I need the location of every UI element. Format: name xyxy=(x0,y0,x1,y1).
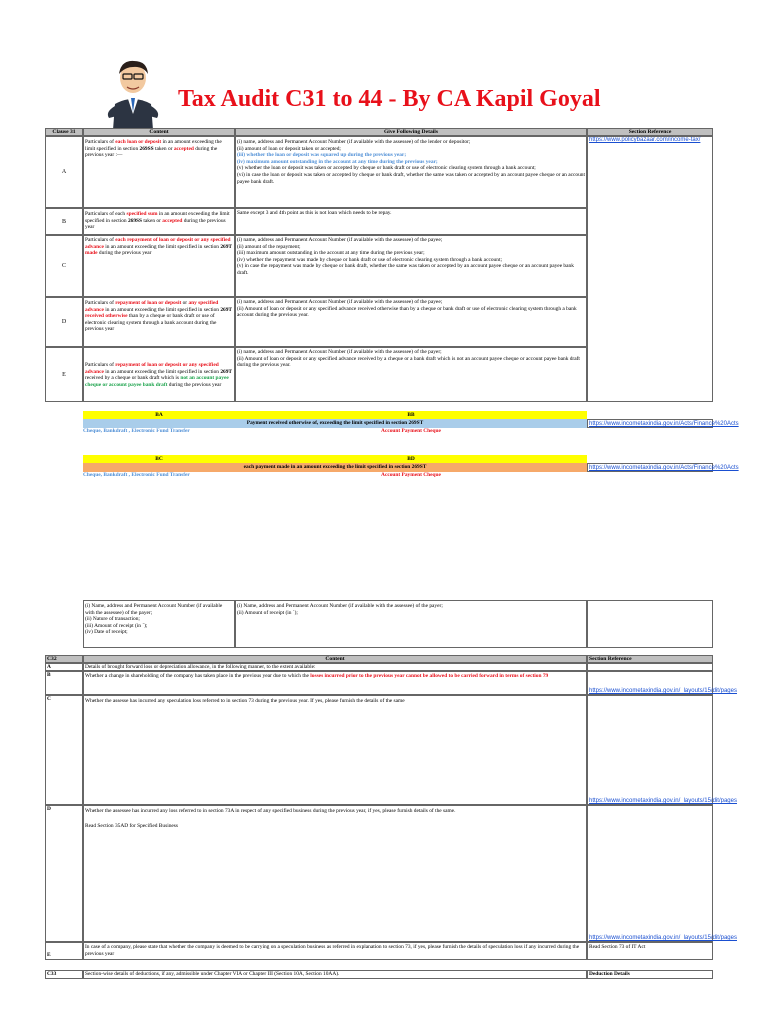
band2-link[interactable]: https://www.incometaxindia.gov.in/Acts/Finance%20Acts xyxy=(589,465,739,471)
c31-row-c-content: Particulars of each repayment of loan or deposit or any specified advance in an amount exceeding the limit specified in section 269T made during the previous year xyxy=(83,235,235,297)
band2-caption: each payment made in an amount exceeding the limit specified in section 269ST xyxy=(83,463,587,472)
c31-row-e-details: (i) name, address and Permanent Account Number (if available with the assessee) of the payer; (ii) Amount of loan or deposit or any specified advance received by a cheque or a bank draft which is not an account payee cheque or account payee bank draft during the previous year. xyxy=(235,347,587,402)
band1-caption: Payment received otherwise of, exceeding the limit specified in section 269ST xyxy=(83,419,587,428)
c32-row-e-label: E xyxy=(45,942,83,960)
c31-row-e-label: E xyxy=(45,347,83,402)
extra-row-details: (i) Name, address and Permanent Account Number (if available with the assessee) of the payer; (ii) Amount of receipt (in `); xyxy=(235,600,587,648)
c32-row-a-section xyxy=(587,663,713,671)
c32-row-c-label: C xyxy=(45,695,83,805)
band1-left-sub: Cheque, Bankdraft , Electronic Fund Transfer xyxy=(83,428,190,434)
c31-row-d-label: D xyxy=(45,297,83,347)
c33-label: C33 xyxy=(45,970,83,979)
extra-row-section xyxy=(587,600,713,648)
c32-row-b-label: B xyxy=(45,671,83,695)
c32-row-c-text: Whether the assesse has incurred any speculation loss referred to in section 73 during the previous year. If yes, please furnish the details of the same xyxy=(83,695,587,805)
c31-row-a-label: A xyxy=(45,136,83,208)
c32-header-clause: C32 xyxy=(45,655,83,663)
c32-row-e-text: In case of a company, please state that whether the company is deemed to be carrying on a speculation business as referred in explanation to section 73, if yes, please furnish the details of speculation loss if any incurred during the previous year xyxy=(83,942,587,960)
c31-row-c-details: (i) name, address and Permanent Account Number (if available with the assessee) of the payee; (ii) amount of the repayment; (iii) maximum amount outstanding in the account at any time during the previous year; (iv) whether the repayment was made by cheque or bank draft or use of electronic clearing system through a bank account; (v) in case the repayment was made by cheque or bank draft, whether the same was taken or accepted by an account payee cheque or an account payee bank draft. xyxy=(235,235,587,297)
c31-row-b-content: Particulars of each specified sum in an amount exceeding the limit specified in section 269SS taken or accepted during the previous year xyxy=(83,208,235,235)
c31-row-d-content: Particulars of repayment of loan or deposit or any specified advance in an amount exceeding the limit specified in section 269T received otherwise than by a cheque or bank draft or use of electronic clearing system through a bank account during the previous year xyxy=(83,297,235,347)
band2-right-sub: Account Payment Cheque xyxy=(381,472,441,478)
band2-left-sub: Cheque, Bankdraft , Electronic Fund Transfer xyxy=(83,472,190,478)
c31-header-clause: Clause 31 xyxy=(45,128,83,136)
c31-section-cell xyxy=(587,136,713,402)
c32-header-content: Content xyxy=(83,655,587,663)
band1-right-code: BB xyxy=(235,411,587,419)
c33-section: Deduction Details xyxy=(587,970,713,979)
c31-row-a-content: Particulars of each loan or deposit in an amount exceeding the limit specified in section 269SS taken or accepted during the previous year :— xyxy=(83,136,235,208)
c31-row-a-details: (i) name, address and Permanent Account Number (if available with the assessee) of the lender or depositor; (ii) amount of loan or deposit taken or accepted; (iii) whether the loan or deposit was squared up during the previous year; (iv) maximum amount outstanding in the account at any time during the previous year; (v) whether the loan or deposit was taken or accepted by cheque or bank draft or use of electronic clearing system through a bank account; (vi) in case the loan or deposit was taken or accepted by cheque or bank draft, whether the same was taken or accepted by an account payee cheque or an account payee bank draft. xyxy=(235,136,587,208)
c32-row-a-text: Details of brought forward loss or depreciation allowance, in the following manner, to the extent available: xyxy=(83,663,587,671)
c32-row-b-section xyxy=(587,671,737,695)
c31-header-details: Give Following Details xyxy=(235,128,587,136)
band2-right-code: BD xyxy=(235,455,587,463)
c31-section-link[interactable]: https://www.policybazaar.com/income-tax/ xyxy=(589,137,701,143)
band2-left-code: BC xyxy=(83,455,235,463)
c32-row-d-link[interactable]: https://www.incometaxindia.gov.in/_layouts/15/dit/pages xyxy=(589,935,737,941)
c31-row-b-details: Same except 3 and 4th point as this is not loan which needs to be repay. xyxy=(235,208,587,235)
c32-row-c-link[interactable]: https://www.incometaxindia.gov.in/_layouts/15/dit/pages xyxy=(589,798,737,804)
avatar xyxy=(103,56,163,130)
band1-link-cell xyxy=(587,419,739,428)
c33-text: Section-wise details of deductions, if any, admissible under Chapter VIA or Chapter III (Section 10A, Section 10AA). xyxy=(83,970,587,979)
c31-row-b-label: B xyxy=(45,208,83,235)
band1-left-code: BA xyxy=(83,411,235,419)
band2-link-cell xyxy=(587,463,739,472)
c32-row-b-text: Whether a change in shareholding of the company has taken place in the previous year due to which the losses incurred prior to the previous year cannot be allowed to be carried forward in terms of section 79 xyxy=(83,671,587,695)
c32-row-d-label: D xyxy=(45,805,83,942)
c32-header-section: Section Reference xyxy=(587,655,713,663)
c32-row-b-link[interactable]: https://www.incometaxindia.gov.in/_layouts/15/dit/pages xyxy=(589,688,737,694)
c32-row-c-section xyxy=(587,695,737,805)
c32-row-a-label: A xyxy=(45,663,83,671)
c32-row-d-section xyxy=(587,805,737,942)
band1-link[interactable]: https://www.incometaxindia.gov.in/Acts/Finance%20Acts xyxy=(589,421,739,427)
c31-row-e-content: Particulars of repayment of loan or deposit or any specified advance in an amount exceeding the limit specified in section 269T received by a cheque or bank draft which is not an account payee cheque or account payee bank draft during the previous year xyxy=(83,347,235,402)
c31-row-d-details: (i) name, address and Permanent Account Number (if available with the assessee) of the payee; (ii) Amount of loan or deposit or any specified advance received otherwise than by a cheque or bank draft or use of electronic clearing system through a bank account during the previous year. xyxy=(235,297,587,347)
extra-row-content: (i) Name, address and Permanent Account Number (if available with the assessee) of the payer; (ii) Nature of transaction; (iii) Amount of receipt (in `); (iv) Date of receipt; xyxy=(83,600,235,648)
c31-row-c-label: C xyxy=(45,235,83,297)
c31-header-content: Content xyxy=(83,128,235,136)
c31-header-section: Section Reference xyxy=(587,128,713,136)
c32-row-e-section: Read Section 73 of IT Act xyxy=(587,942,713,960)
band1-right-sub: Account Payment Cheque xyxy=(381,428,441,434)
page-title: Tax Audit C31 to 44 - By CA Kapil Goyal xyxy=(178,86,601,112)
c32-row-d-text: Whether the assessee has incurred any loss referred to in section 73A in respect of any specified business during the previous year, if yes, please furnish details of the same. Read Section 35AD for Specified Business xyxy=(83,805,587,942)
